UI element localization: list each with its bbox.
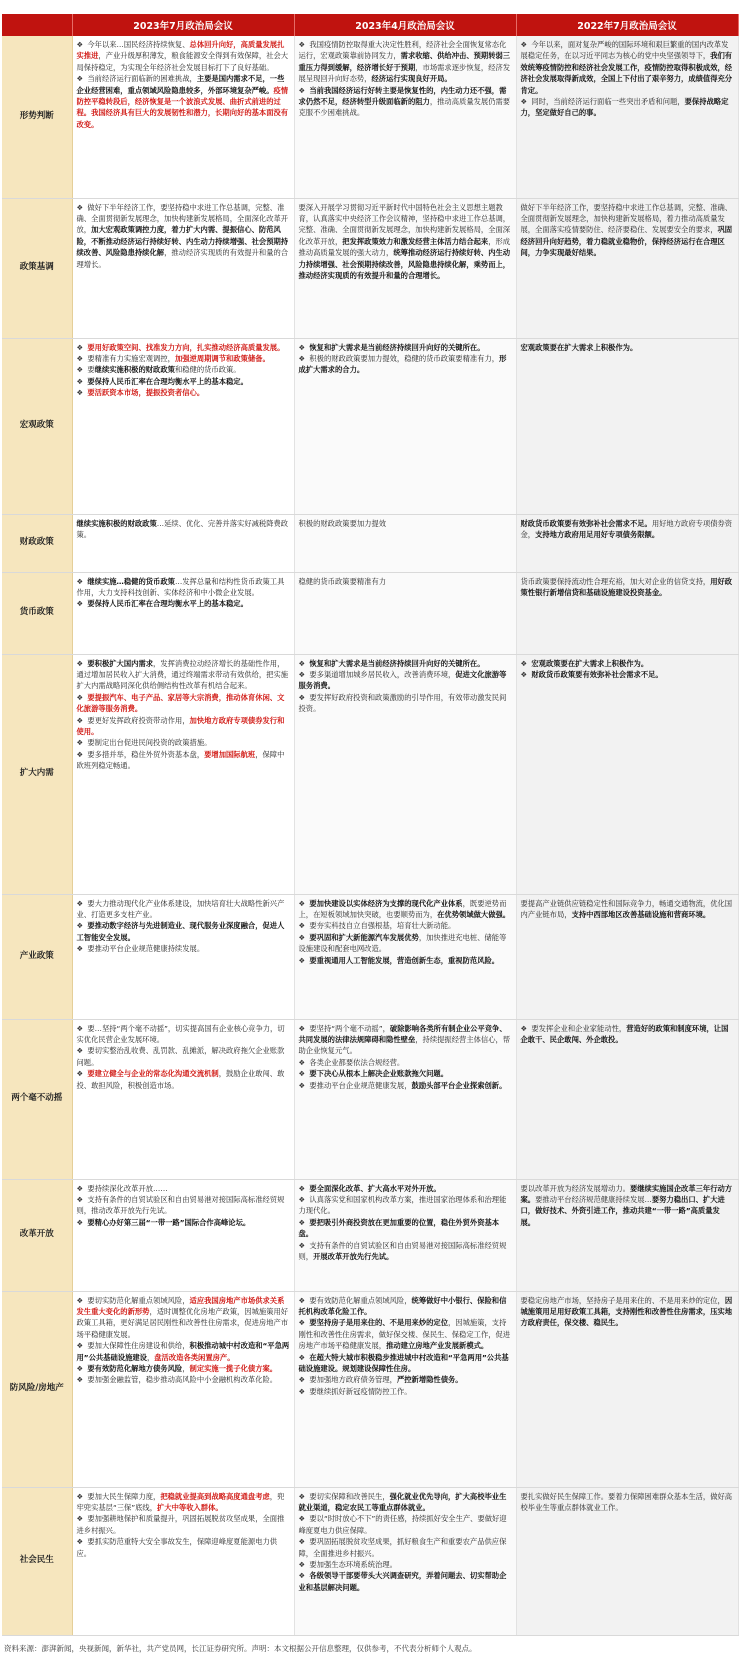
cell-2022-jul: 要稳定房地产市场，坚持房子是用来住的、不是用来炒的定位，因城施策用足用好政策工具箱，支持刚性和改善性住房需求，压实地方政府责任，保交楼、稳民生。 — [516, 1291, 738, 1487]
cell-2023-jul: ❖ 做好下半年经济工作，要坚持稳中求进工作总基调，完整、准确、全面贯彻新发展理念，加快构建新发展格局，全面深化改革开放，加大宏观政策调控力度，着力扩大内需、提振信心、防范风险，不断推动经济运行持续好转、内生动力持续增强、社会预期持续改善、风险隐患持续化解，推动经济实现质的有效提升和量的合理增长。 — [72, 198, 294, 338]
row-label: 防风险/房地产 — [2, 1291, 72, 1487]
header-col-2023-apr: 2023年4月政治局会议 — [294, 14, 516, 36]
table-row — [2, 36, 738, 198]
cell-2023-apr: ❖ 要有效防范化解重点领域风险，统筹做好中小银行、保险和信托机构改革化险工作。 ❖ 要坚持房子是用来住的、不是用来炒的定位，因城施策，支持刚性和改善性住房需求，做好保交楼、保民生、保稳定工作，促进房地产市场平稳健康发展，推动建立房地产业发展新模式。 ❖ 在超大特大城市积极稳步推进城中村改造和“平急两用”公共基础设施建设。规划建设保障性住房。 ❖ 要加强地方政府债务管理，严控新增隐性债务。 ❖ 要继续抓好新冠疫情防控工作。 — [294, 1291, 516, 1487]
cell-2023-jul: 继续实施积极的财政政策…延续、优化、完善并落实好减税降费政策。 — [72, 514, 294, 572]
source-note: 资料来源：澎湃新闻，央视新闻，新华社，共产党员网，长江证券研究所。声明：本文根据公开信息整理，仅供参考，不代表分析师个人观点。 — [4, 1644, 477, 1653]
cell-2023-jul: ❖ 要加大民生保障力度，把稳就业提高到战略高度通盘考虑，兜牢兜实基层“三保”底线，扩大中等收入群体。 ❖ 要加强耕地保护和质量提升，巩固拓展脱贫攻坚成果，全面推进乡村振兴。 ❖ 要抓实防范重特大安全事故发生，保障迎峰度夏能源电力供应。 — [72, 1487, 294, 1635]
table-row — [2, 198, 738, 338]
row-label: 社会民生 — [2, 1487, 72, 1635]
table-row — [2, 1019, 738, 1179]
cell-2023-jul: ❖ 要持续深化改革开放…… ❖ 支持有条件的自贸试验区和自由贸易港对接国际高标准经贸规则，推动改革开放先行先试。 ❖ 要精心办好第三届“一带一路”国际合作高峰论坛。 — [72, 1179, 294, 1291]
header-col-2022-jul: 2022年7月政治局会议 — [516, 14, 738, 36]
header-corner — [2, 14, 72, 36]
cell-2023-jul: ❖ 要积极扩大国内需求，发挥消费拉动经济增长的基础性作用，通过增加居民收入扩大消费，通过终端需求带动有效供给，把实施扩大内需战略同深化供给侧结构性改革有机结合起来。 ❖ 要提振汽车、电子产品、家居等大宗消费，推动体育休闲、文化旅游等服务消费。 ❖ 要更好发挥政府投资带动作用，加快地方政府专项债券发行和使用。 ❖ 要制定出台促进民间投资的政策措施。 ❖ 要多措并举，稳住外贸外资基本盘，要增加国际航班，保障中欧班列稳定畅通。 — [72, 654, 294, 894]
row-label: 改革开放 — [2, 1179, 72, 1291]
cell-2023-apr: ❖ 要全面深化改革、扩大高水平对外开放。 ❖ 认真落实党和国家机构改革方案，推进国家治理体系和治理能力现代化。 ❖ 要把吸引外商投资放在更加重要的位置，稳住外贸外资基本盘。 ❖ 支持有条件的自贸试验区和自由贸易港对接国际高标准经贸规则，开展改革开放先行先试。 — [294, 1179, 516, 1291]
cell-2022-jul: ❖ 今年以来，面对复杂严峻的国际环境和艰巨繁重的国内改革发展稳定任务，在以习近平同志为核心的党中央坚强领导下，我们有效统筹疫情防控和经济社会发展工作，疫情防控取得积极成效，经济社会发展取得新成效，全国上下付出了艰辛努力，成绩值得充分肯定。 ❖ 同时，当前经济运行面临一些突出矛盾和问题，要保持战略定力，坚定做好自己的事。 — [516, 36, 738, 198]
comparison-table — [2, 14, 739, 1636]
row-label: 宏观政策 — [2, 338, 72, 514]
cell-2023-apr: ❖ 恢复和扩大需求是当前经济持续回升向好的关键所在。 ❖ 积极的财政政策要加力提效，稳健的货币政策要精准有力，形成扩大需求的合力。 — [294, 338, 516, 514]
header-col-2023-jul: 2023年7月政治局会议 — [72, 14, 294, 36]
cell-2023-jul: ❖ 要切实防范化解重点领域风险，适应我国房地产市场供求关系发生重大变化的新形势，适时调整优化房地产政策，因城施策用好政策工具箱，更好满足居民刚性和改善性住房需求，促进房地产市场平稳健康发展。 ❖ 要加大保障性住房建设和供给，积极推动城中村改造和“平急两用”公共基础设施建设，盘活改造各类闲置房产。 ❖ 要有效防范化解地方债务风险，制定实施一揽子化债方案。 ❖ 要加强金融监管，稳步推动高风险中小金融机构改革化险。 — [72, 1291, 294, 1487]
cell-2023-apr: 稳健的货币政策要精准有力 — [294, 572, 516, 654]
row-label: 形势判断 — [2, 36, 72, 198]
cell-2022-jul: 货币政策要保持流动性合理充裕，加大对企业的信贷支持，用好政策性银行新增信贷和基础设施建设投资基金。 — [516, 572, 738, 654]
cell-2022-jul: 要以改革开放为经济发展增动力。要继续实施国企改革三年行动方案。要推动平台经济规范健康持续发展…要努力稳出口、扩大进口，做好技术、外资引进工作，推动共建“一带一路”高质量发展。 — [516, 1179, 738, 1291]
row-label: 扩大内需 — [2, 654, 72, 894]
cell-2023-jul: ❖ 要…坚持“两个毫不动摇”，切实提高国有企业核心竞争力，切实优化民营企业发展环境。 ❖ 要切实整治乱收费、乱罚款、乱摊派，解决政府拖欠企业账款问题。 ❖ 要建立健全与企业的常态化沟通交流机制，鼓励企业敢闯、敢投、敢担风险，积极创造市场。 — [72, 1019, 294, 1179]
cell-2022-jul: 宏观政策要在扩大需求上积极作为。 — [516, 338, 738, 514]
cell-2022-jul: 做好下半年经济工作，要坚持稳中求进工作总基调，完整、准确、全面贯彻新发展理念，加快构建新发展格局，着力推动高质量发展，全面落实疫情要防住、经济要稳住、发展要安全的要求，巩固经济回升向好趋势，着力稳就业稳物价，保持经济运行在合理区间，力争实现最好结果。 — [516, 198, 738, 338]
cell-2023-jul: ❖ 今年以来…国民经济持续恢复、总体回升向好，高质量发展扎实推进，产业升级厚积薄发，粮食能源安全得到有效保障，社会大局保持稳定，为实现全年经济社会发展目标打下了良好基础。 ❖ 当前经济运行面临新的困难挑战，主要是国内需求不足，一些企业经营困难，重点领域风险隐患较多，外部环境复杂严峻。疫情防控平稳转段后，经济恢复是一个波浪式发展、曲折式前进的过程。我国经济具有巨大的发展韧性和潜力，长期向好的基本面没有改变。 — [72, 36, 294, 198]
cell-2023-apr: ❖ 要切实保障和改善民生，强化就业优先导向，扩大高校毕业生就业渠道，稳定农民工等重点群体就业。 ❖ 要以“时时放心不下”的责任感，持续抓好安全生产、要做好迎峰度夏电力供应保障。 ❖ 要巩固拓展脱贫攻坚成果，抓好粮食生产和重要农产品供应保障，全面推进乡村振兴。 ❖ 要加强生态环境系统治理。 ❖ 各级领导干部要带头大兴调查研究，弄着问题去、切实帮助企业和基层解决问题。 — [294, 1487, 516, 1635]
row-label: 产业政策 — [2, 894, 72, 1019]
cell-2022-jul: 要扎实做好民生保障工作。要着力保障困难群众基本生活，做好高校毕业生等重点群体就业工作。 — [516, 1487, 738, 1635]
row-label: 货币政策 — [2, 572, 72, 654]
table-row — [2, 1291, 738, 1487]
cell-2023-apr: ❖ 要坚持“两个毫不动摇”，破除影响各类所有制企业公平竞争、共同发展的法律法规障碍和隐性壁垒，持续提振经营主体信心，帮助企业恢复元气。 ❖ 各类企业都要依法合规经营。 ❖ 要下决心从根本上解决企业账款拖欠问题。 ❖ 要推动平台企业规范健康发展，鼓励头部平台企业探索创新。 — [294, 1019, 516, 1179]
cell-2022-jul: 财政货币政策要有效弥补社会需求不足。用好地方政府专项债券资金，支持地方政府用足用好专项债务限额。 — [516, 514, 738, 572]
row-label: 政策基调 — [2, 198, 72, 338]
table-row — [2, 338, 738, 514]
cell-2022-jul: ❖ 宏观政策要在扩大需求上积极作为。 ❖ 财政货币政策要有效弥补社会需求不足。 — [516, 654, 738, 894]
table-row — [2, 894, 738, 1019]
table-row — [2, 1487, 738, 1635]
table-row — [2, 654, 738, 894]
table-row — [2, 572, 738, 654]
cell-2023-apr: ❖ 我国疫情防控取得重大决定性胜利，经济社会全面恢复常态化运行，宏观政策靠前协同发力，需求收缩、供给冲击、预期转弱三重压力得到缓解，经济增长好于预期，市场需求逐步恢复，经济发展呈现回升向好态势，经济运行实现良好开局。 ❖ 当前我国经济运行好转主要是恢复性的，内生动力还不强，需求仍然不足，经济转型升级面临新的阻力，推动高质量发展仍需要克服不少困难挑战。 — [294, 36, 516, 198]
cell-2023-jul: ❖ 要大力推动现代化产业体系建设，加快培育壮大战略性新兴产业、打造更多支柱产业。 ❖ 要推动数字经济与先进制造业、现代服务业深度融合，促进人工智能安全发展。 ❖ 要推动平台企业规范健康持续发展。 — [72, 894, 294, 1019]
cell-2023-apr: ❖ 要加快建设以实体经济为支撑的现代化产业体系，既要逆势而上，在短板领域加快突破，也要顺势而为，在优势领域做大做强。 ❖ 要夯实科技自立自强根基，培育壮大新动能。 ❖ 要巩固和扩大新能源汽车发展优势，加快推进充电桩、储能等设施建设和配套电网改造。 ❖ 要重视通用人工智能发展，营造创新生态，重视防范风险。 — [294, 894, 516, 1019]
row-label: 两个毫不动摇 — [2, 1019, 72, 1179]
cell-2023-apr: 积极的财政政策要加力提效 — [294, 514, 516, 572]
cell-2023-apr: ❖ 恢复和扩大需求是当前经济持续回升向好的关键所在。 ❖ 要多渠道增加城乡居民收入，改善消费环境，促进文化旅游等服务消费。 ❖ 要发挥好政府投资和政策激励的引导作用，有效带动激发民间投资。 — [294, 654, 516, 894]
table-row — [2, 1179, 738, 1291]
table-header-row — [2, 14, 738, 36]
table-row — [2, 514, 738, 572]
cell-2022-jul: ❖ 要发挥企业和企业家能动性，营造好的政策和制度环境，让国企敢干、民企敢闯、外企敢投。 — [516, 1019, 738, 1179]
cell-2023-jul: ❖ 要用好政策空间、找准发力方向，扎实推动经济高质量发展。 ❖ 要精准有力实施宏观调控，加强逆周期调节和政策储备。 ❖ 要继续实施积极的财政政策和稳健的货币政策。 ❖ 要保持人民币汇率在合理均衡水平上的基本稳定。 ❖ 要活跃资本市场，提振投资者信心。 — [72, 338, 294, 514]
cell-2022-jul: 要提高产业链供应链稳定性和国际竞争力，畅通交通物流，优化国内产业链布局，支持中西部地区改善基础设施和营商环境。 — [516, 894, 738, 1019]
cell-2023-jul: ❖ 继续实施…稳健的货币政策…发挥总量和结构性货币政策工具作用，大力支持科技创新、实体经济和中小微企业发展。 ❖ 要保持人民币汇率在合理均衡水平上的基本稳定。 — [72, 572, 294, 654]
row-label: 财政政策 — [2, 514, 72, 572]
cell-2023-apr: 要深入开展学习贯彻习近平新时代中国特色社会主义思想主题教育，认真落实中央经济工作会议精神，坚持稳中求进工作总基调，完整、准确、全面贯彻新发展理念，加快构建新发展格局，全面深化改革开放，把发挥政策效力和激发经营主体活力结合起来，形成推动高质量发展的强大动力，统筹推动经济运行持续好转、内生动力持续增强、社会预期持续改善，风险隐患持续化解，乘势而上，推动经济实现质的有效提升和量的合理增长。 — [294, 198, 516, 338]
